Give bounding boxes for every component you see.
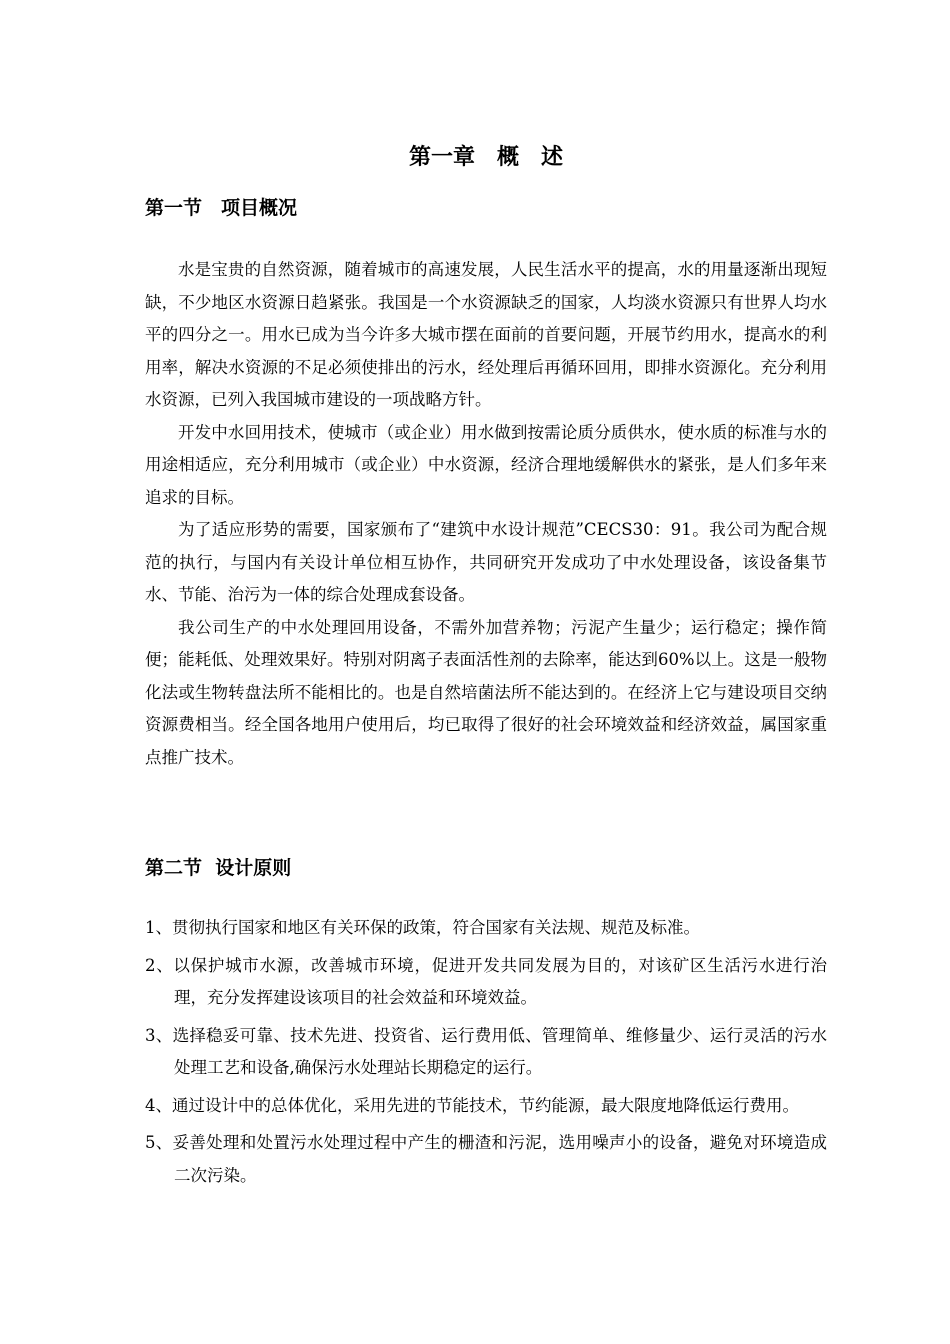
design-principles-list — [145, 912, 827, 1197]
section-title-project-overview: 第一节 项目概况 — [145, 197, 298, 219]
list-item: 2、以保护城市水源，改善城市环境，促进开发共同发展为目的，对该矿区生活污水进行治理，充分发挥建设该项目的社会效益和环境效益。 — [145, 955, 827, 1007]
paragraph: 为了适应形势的需要，国家颁布了“建筑中水设计规范”CECS30：91。我公司为配合规范的执行，与国内有关设计单位相互协作，共同研究开发成功了中水处理设备，该设备集节水、节能、治污为一体的综合处理成套设备。 — [145, 520, 827, 604]
list-item: 4、通过设计中的总体优化，采用先进的节能技术，节约能源，最大限度地降低运行费用。 — [145, 1095, 799, 1115]
paragraph: 水是宝贵的自然资源，随着城市的高速发展，人民生活水平的提高，水的用量逐渐出现短缺，不少地区水资源日趋紧张。我国是一个水资源缺乏的国家，人均淡水资源只有世界人均水平的四分之一。用水已成为当今许多大城市摆在面前的首要问题，开展节约用水，提高水的利用率，解决水资源的不足必须使排出的污水，经处理后再循环回用，即排水资源化。充分利用水资源，已列入我国城市建设的一项战略方针。 — [145, 260, 827, 409]
section-title-design-principles: 第二节 设计原则 — [145, 857, 292, 879]
list-item: 3、选择稳妥可靠、技术先进、投资省、运行费用低、管理简单、维修量少、运行灵活的污水处理工艺和设备,确保污水处理站长期稳定的运行。 — [145, 1025, 827, 1077]
chapter-title: 第一章 概 述 — [408, 145, 563, 170]
paragraph: 开发中水回用技术，使城市（或企业）用水做到按需论质分质供水，使水质的标准与水的用途相适应，充分利用城市（或企业）中水资源，经济合理地缓解供水的紧张，是人们多年来追求的目标。 — [145, 422, 827, 507]
list-item: 1、贯彻执行国家和地区有关环保的政策，符合国家有关法规、规范及标准。 — [145, 918, 700, 937]
paragraph: 我公司生产的中水处理回用设备，不需外加营养物；污泥产生量少；运行稳定；操作简便；能耗低、处理效果好。特别对阴离子表面活性剂的去除率，能达到60%以上。这是一般物化法或生物转盘法所不能相比的。也是自然培菌法所不能达到的。在经济上它与建设项目交纳资源费相当。经全国各地用户使用后，均已取得了很好的社会环境效益和经济效益，属国家重点推广技术。 — [145, 617, 827, 767]
project-overview-body — [145, 254, 827, 774]
list-item: 5、妥善处理和处置污水处理过程中产生的栅渣和污泥，选用噪声小的设备，避免对环境造成二次污染。 — [145, 1133, 827, 1185]
